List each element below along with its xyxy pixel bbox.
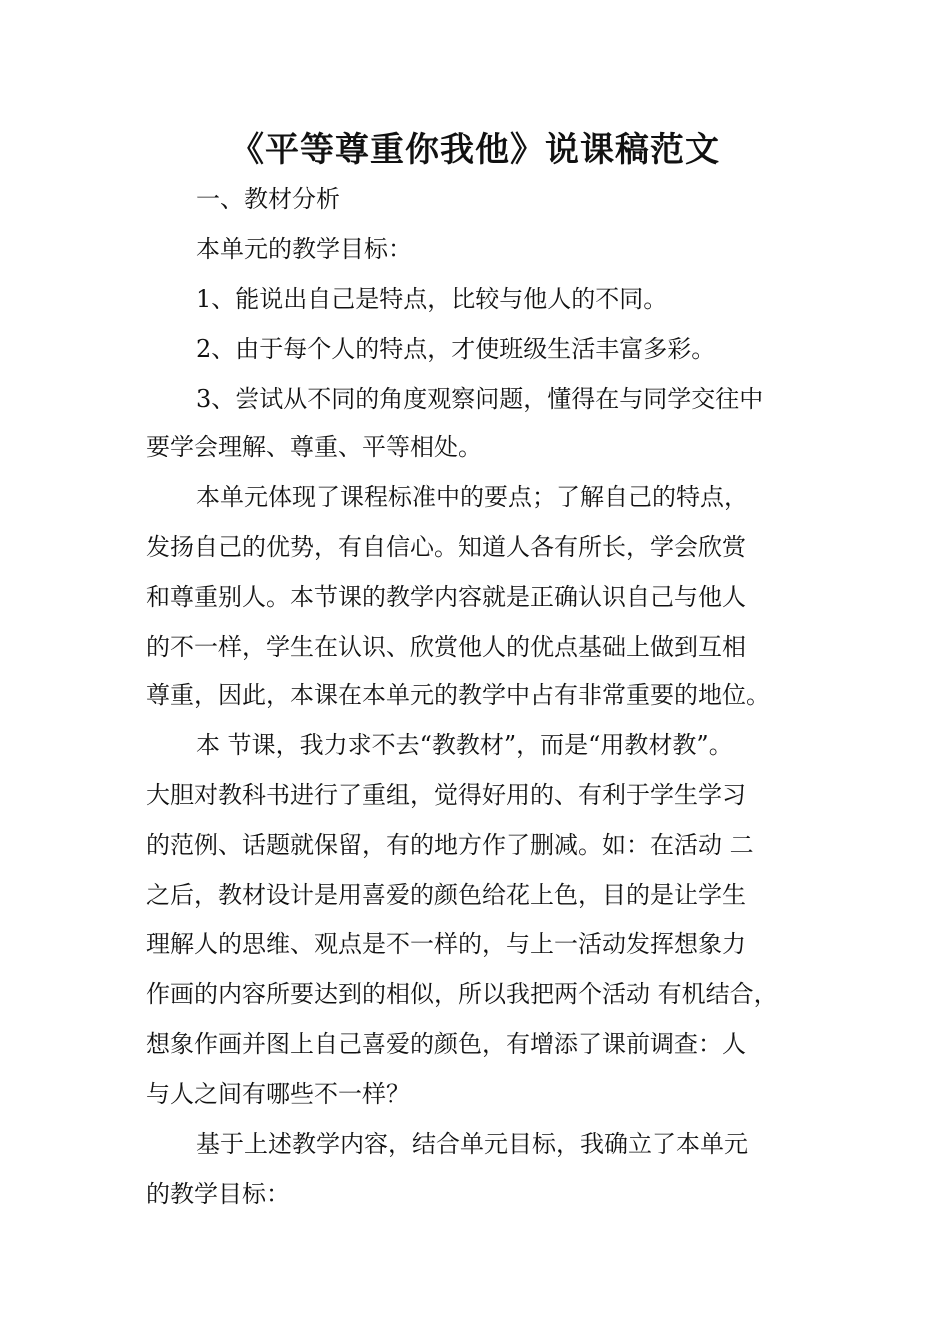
paragraph-line: 与人之间有哪些不一样？ xyxy=(146,1080,410,1108)
paragraph-line: 本单元体现了课程标准中的要点；了解自己的特点， xyxy=(196,483,748,511)
paragraph-line: 和尊重别人。本节课的教学内容就是正确认识自己与他人 xyxy=(146,583,746,611)
document-title: 《平等尊重你我他》说课稿范文 xyxy=(230,130,720,170)
section-heading: 一、教材分析 xyxy=(196,185,340,213)
paragraph-line: 之后，教材设计是用喜爱的颜色给花上色，目的是让学生 xyxy=(146,881,746,909)
paragraph-line: 要学会理解、尊重、平等相处。 xyxy=(146,433,482,461)
paragraph-line: 的不一样，学生在认识、欣赏他人的优点基础上做到互相 xyxy=(146,633,746,661)
paragraph-line: 想象作画并图上自己喜爱的颜色，有增添了课前调查：人 xyxy=(146,1030,746,1058)
paragraph-line: 作画的内容所要达到的相似，所以我把两个活动 有机结合， xyxy=(146,980,778,1008)
paragraph-line: 发扬自己的优势，有自信心。知道人各有所长，学会欣赏 xyxy=(146,533,746,561)
paragraph-line: 本 节课，我力求不去“教教材”，而是“用教材教”。 xyxy=(196,731,733,759)
paragraph-line: 2、由于每个人的特点，才使班级生活丰富多彩。 xyxy=(196,335,716,363)
paragraph-line: 理解人的思维、观点是不一样的，与上一活动发挥想象力 xyxy=(146,930,746,958)
paragraph-line: 尊重，因此，本课在本单元的教学中占有非常重要的地位。 xyxy=(146,681,770,709)
paragraph-line: 本单元的教学目标： xyxy=(196,235,412,263)
paragraph-line: 大胆对教科书进行了重组，觉得好用的、有利于学生学习 xyxy=(146,781,746,809)
paragraph-line: 3、尝试从不同的角度观察问题，懂得在与同学交往中 xyxy=(196,385,764,413)
paragraph-line: 的范例、话题就保留，有的地方作了删减。如：在活动 二 xyxy=(146,831,754,859)
paragraph-line: 基于上述教学内容，结合单元目标，我确立了本单元 xyxy=(196,1130,748,1158)
paragraph-line: 1、能说出自己是特点，比较与他人的不同。 xyxy=(196,285,668,313)
paragraph-line: 的教学目标： xyxy=(146,1180,290,1208)
